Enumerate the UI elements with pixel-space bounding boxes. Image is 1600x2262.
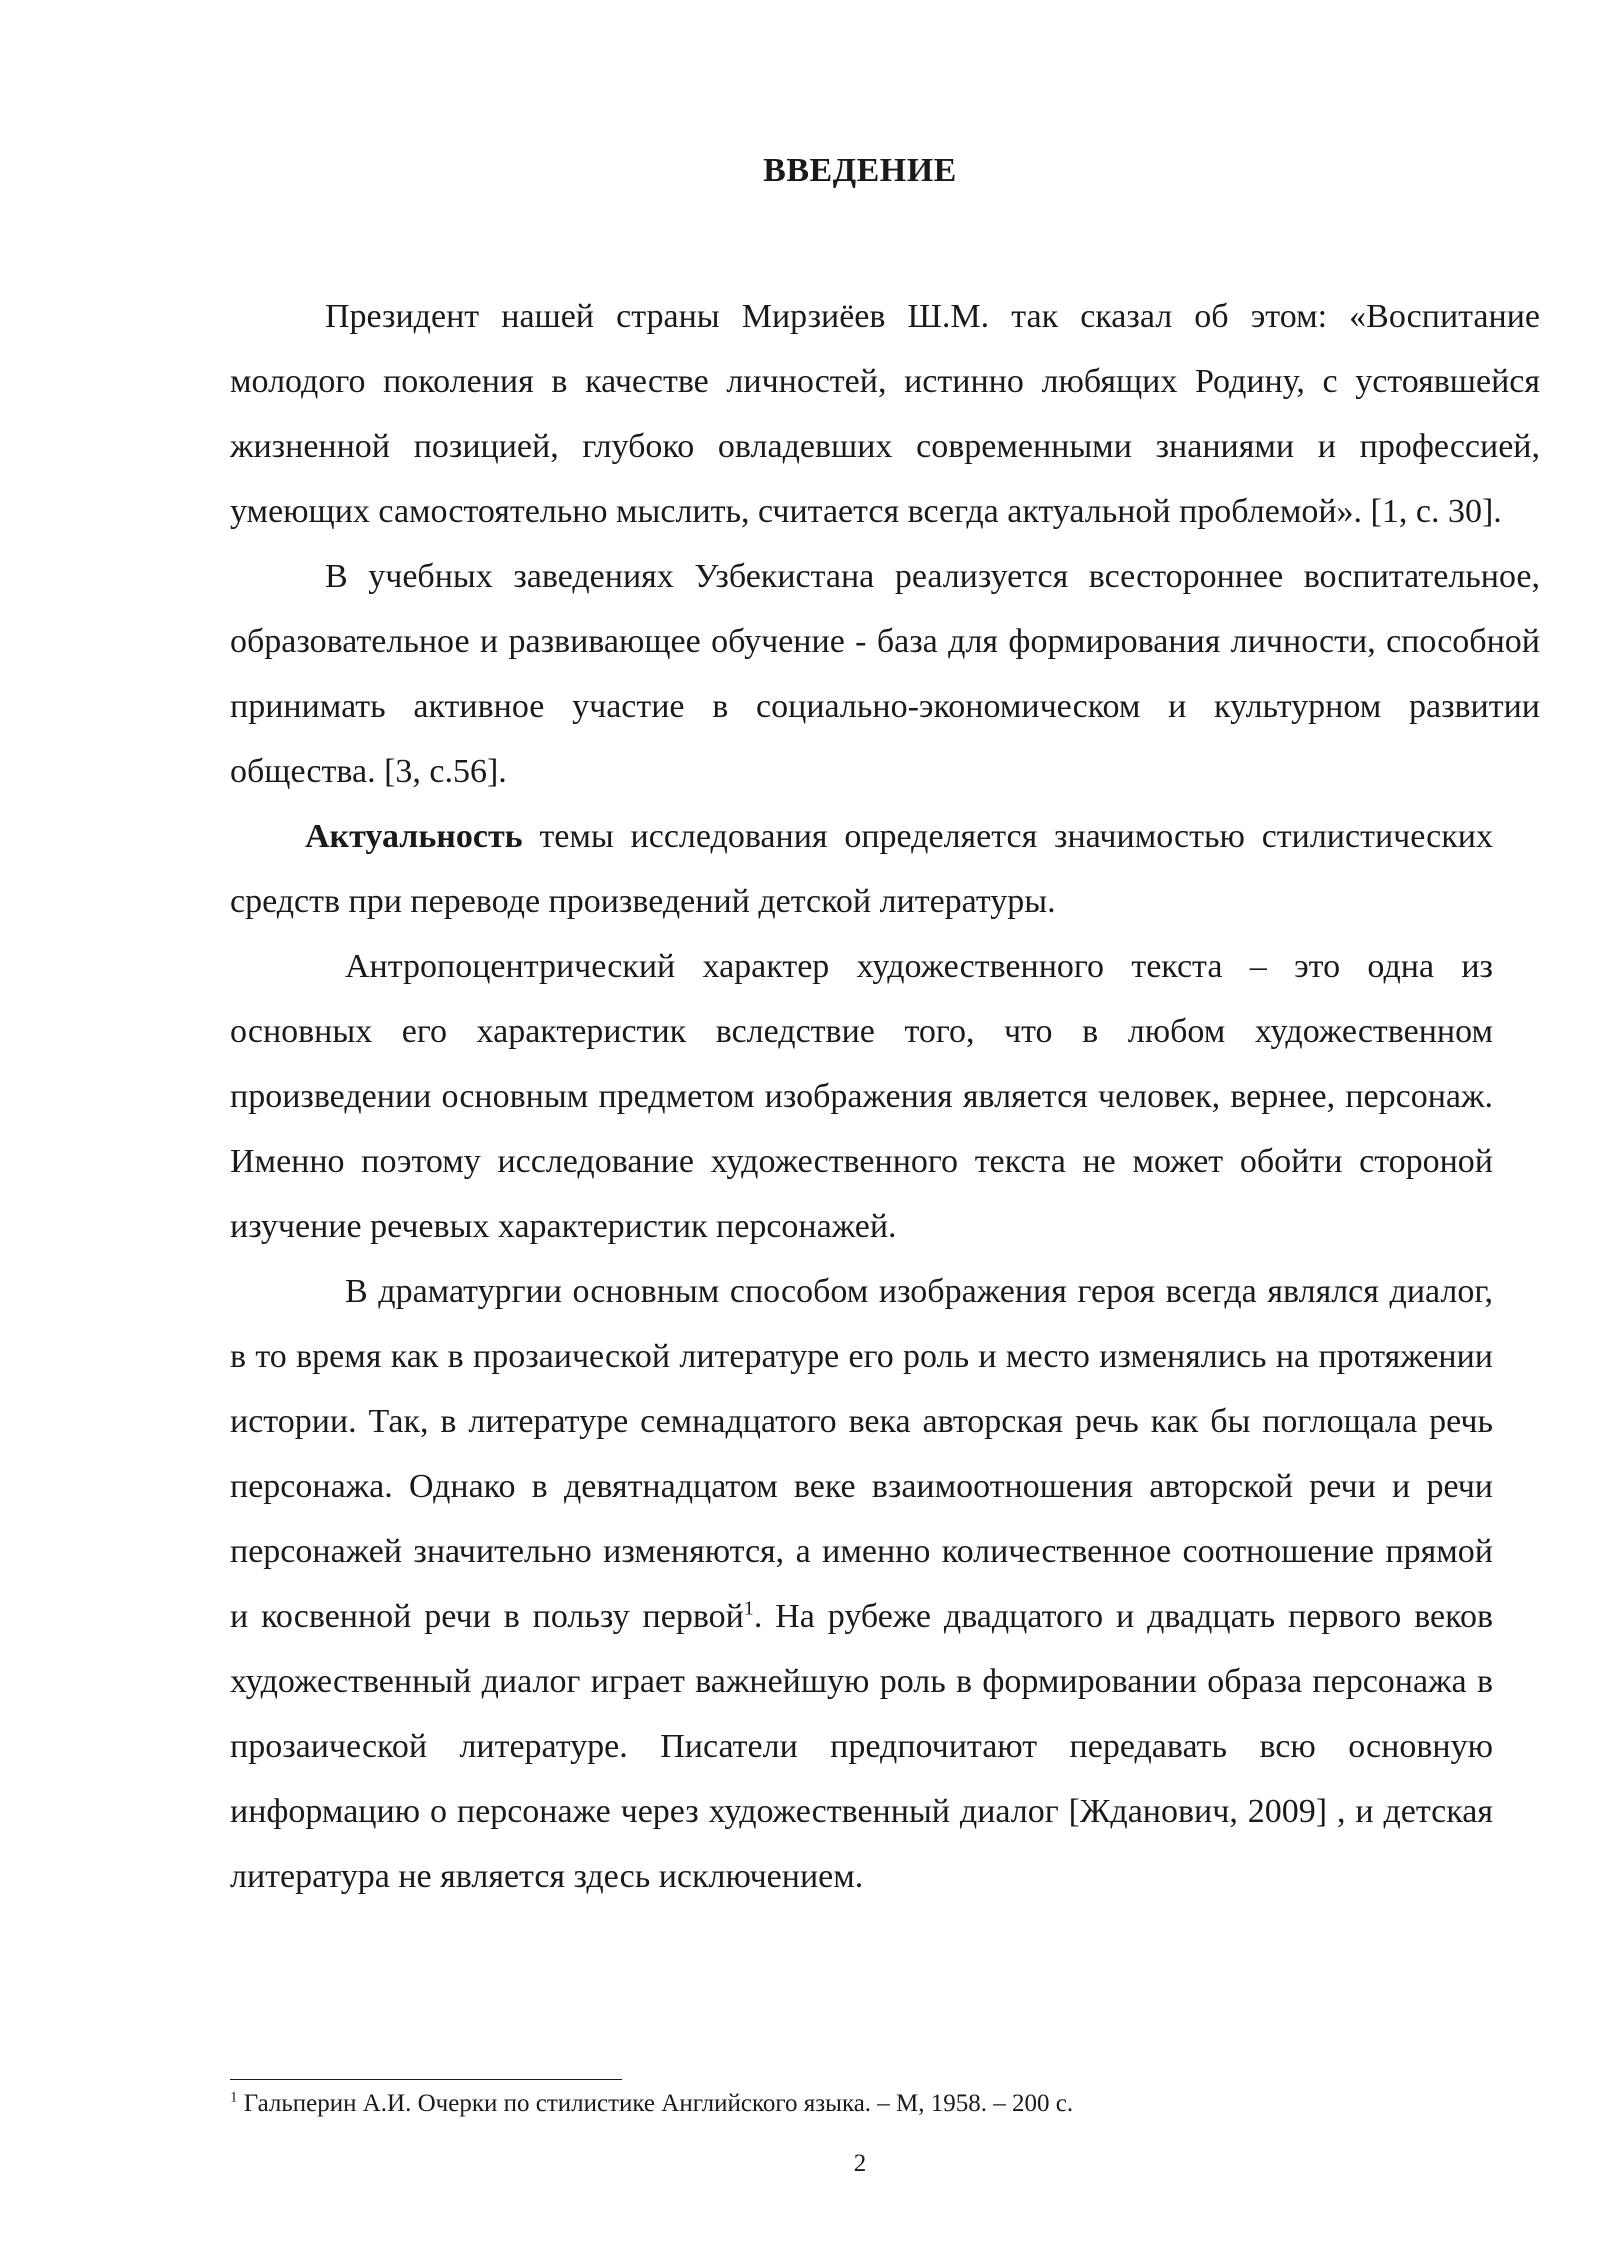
paragraph-president-quote: Президент нашей страны Мирзиёев Ш.М. так сказал об этом: «Воспитание молодого поколения в качестве личностей, истинно любящих Родину, с устоявшейся жизненной позицией, глубоко овладевших современными знаниями и профессией, умеющих самостоятельно мыслить, считается всегда актуальной проблемой». [1, с. 30].: [230, 298, 1540, 530]
paragraph-relevance: [230, 804, 1493, 934]
relevance-heading: Актуальность: [305, 818, 523, 855]
relevance-text: темы исследования определяется значимостью стилистических средств при переводе произведений детской литературы.: [230, 818, 1493, 920]
footnote-separator: [230, 2079, 622, 2080]
footnote-marker: 1: [230, 2089, 238, 2106]
paragraph-education-uzbekistan: В учебных заведениях Узбекистана реализуется всестороннее воспитательное, образовательное и развивающее обучение - база для формирования личности, способной принимать активное участие в социально-экономическом и культурном развитии общества. [3, с.56].: [230, 558, 1540, 790]
page-number: 2: [853, 2150, 867, 2177]
paragraph-anthropocentric: Антропоцентрический характер художественного текста – это одна из основных его характеристик вследствие того, что в любом художественном произведении основным предметом изображения является человек, вернее, персонаж. Именно поэтому исследование художественного текста не может обойти стороной изучение речевых характеристик персонажей.: [230, 948, 1493, 1245]
footnote-reference[interactable]: 1: [743, 1597, 754, 1620]
document-body: [230, 284, 1540, 1909]
dramaturgy-text-part2: . На рубеже двадцатого и двадцать первого веков художественный диалог играет важнейшую роль в формировании образа персонажа в прозаической литературе. Писатели предпочитают передавать всю основную информацию о персонаже через художественный диалог [Жданович, 2009] , и детская литература не является здесь исключением.: [230, 1598, 1493, 1895]
page-title: ВВЕДЕНИЕ: [763, 152, 957, 189]
footnote: [230, 2087, 1073, 2121]
paragraph-dramaturgy: [230, 1259, 1493, 1909]
dramaturgy-text-part1: В драматургии основным способом изображения героя всегда являлся диалог, в то время как в прозаической литературе его роль и место изменялись на протяжении истории. Так, в литературе семнадцатого века авторская речь как бы поглощала речь персонажа. Однако в девятнадцатом веке взаимоотношения авторской речи и речи персонажей значительно изменяются, а именно количественное соотношение прямой и косвенной речи в пользу первой: [230, 1273, 1493, 1635]
footnote-text: Гальперин А.И. Очерки по стилистике Английского языка. – М, 1958. – 200 с.: [237, 2090, 1074, 2117]
